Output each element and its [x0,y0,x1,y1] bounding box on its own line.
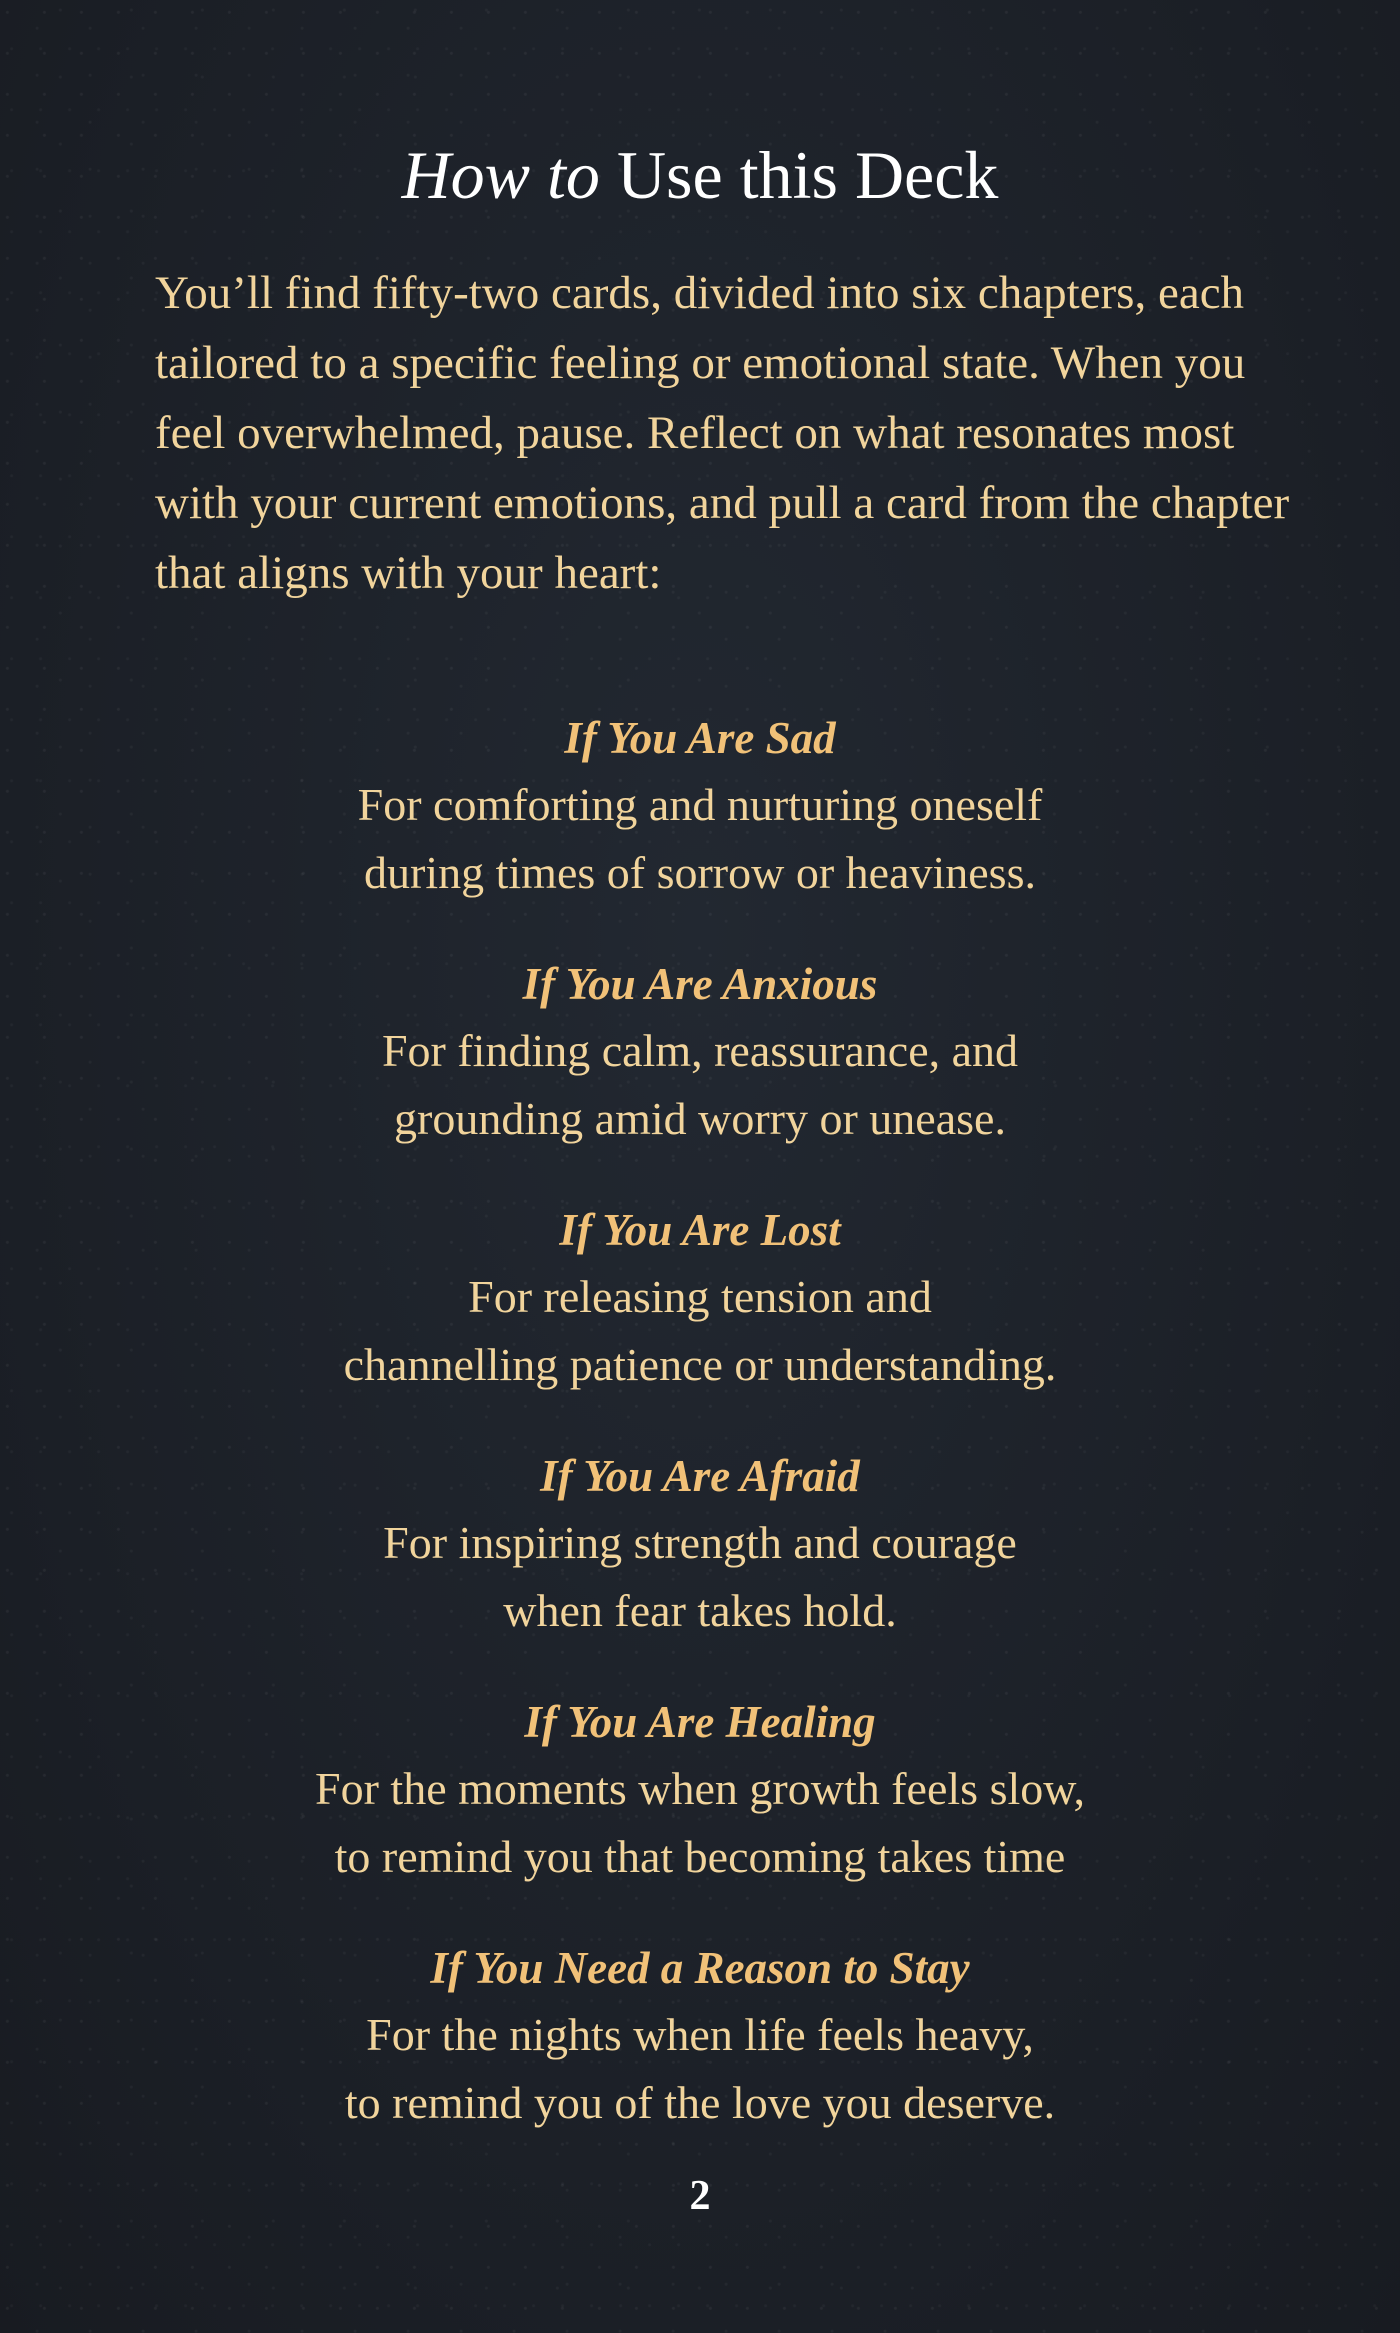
chapter-title: If You Are Sad [564,713,836,763]
chapter-sad [0,705,1400,951]
chapter-description-line: to remind you of the love you deserve. [344,2077,1056,2128]
title-regular-part: Use this Deck [616,137,999,213]
chapter-description-line: For releasing tension and [468,1271,932,1322]
chapter-description-line: channelling patience or understanding. [343,1339,1057,1390]
page-title [0,138,1400,213]
chapter-description-line: For finding calm, reassurance, and [381,1025,1019,1076]
chapter-title: If You Are Afraid [540,1451,860,1501]
chapter-lost [0,1197,1400,1443]
chapter-anxious [0,951,1400,1197]
chapter-description-line: grounding amid worry or unease. [394,1093,1006,1144]
chapter-title: If You Are Lost [559,1205,841,1255]
page-number: 2 [689,2173,711,2219]
chapter-description-line: during times of sorrow or heaviness. [364,847,1036,898]
chapter-reason-to-stay [0,1935,1400,2181]
chapter-list [0,705,1400,2181]
intro-paragraph: You’ll find fifty-two cards, divided into six chapters, each tailored to a specific feeling or emotional state. When you feel overwhelmed, pause. Reflect on what resonates most with your current emotions, and pull a card from the chapter that aligns with your heart: [155,267,1290,599]
chapter-description-line: For inspiring strength and courage [383,1517,1017,1568]
chapter-title: If You Are Healing [524,1697,876,1747]
chapter-title: If You Are Anxious [522,959,878,1009]
chapter-description-line: to remind you that becoming takes time [334,1831,1066,1882]
chapter-description-line: For comforting and nurturing oneself [357,779,1043,830]
chapter-description-line: For the nights when life feels heavy, [366,2009,1034,2060]
chapter-description-line: when fear takes hold. [503,1585,897,1636]
title-italic-part: How to [401,137,600,213]
chapter-title: If You Need a Reason to Stay [430,1943,970,1993]
chapter-healing [0,1689,1400,1935]
chapter-description-line: For the moments when growth feels slow, [315,1763,1085,1814]
chapter-afraid [0,1443,1400,1689]
